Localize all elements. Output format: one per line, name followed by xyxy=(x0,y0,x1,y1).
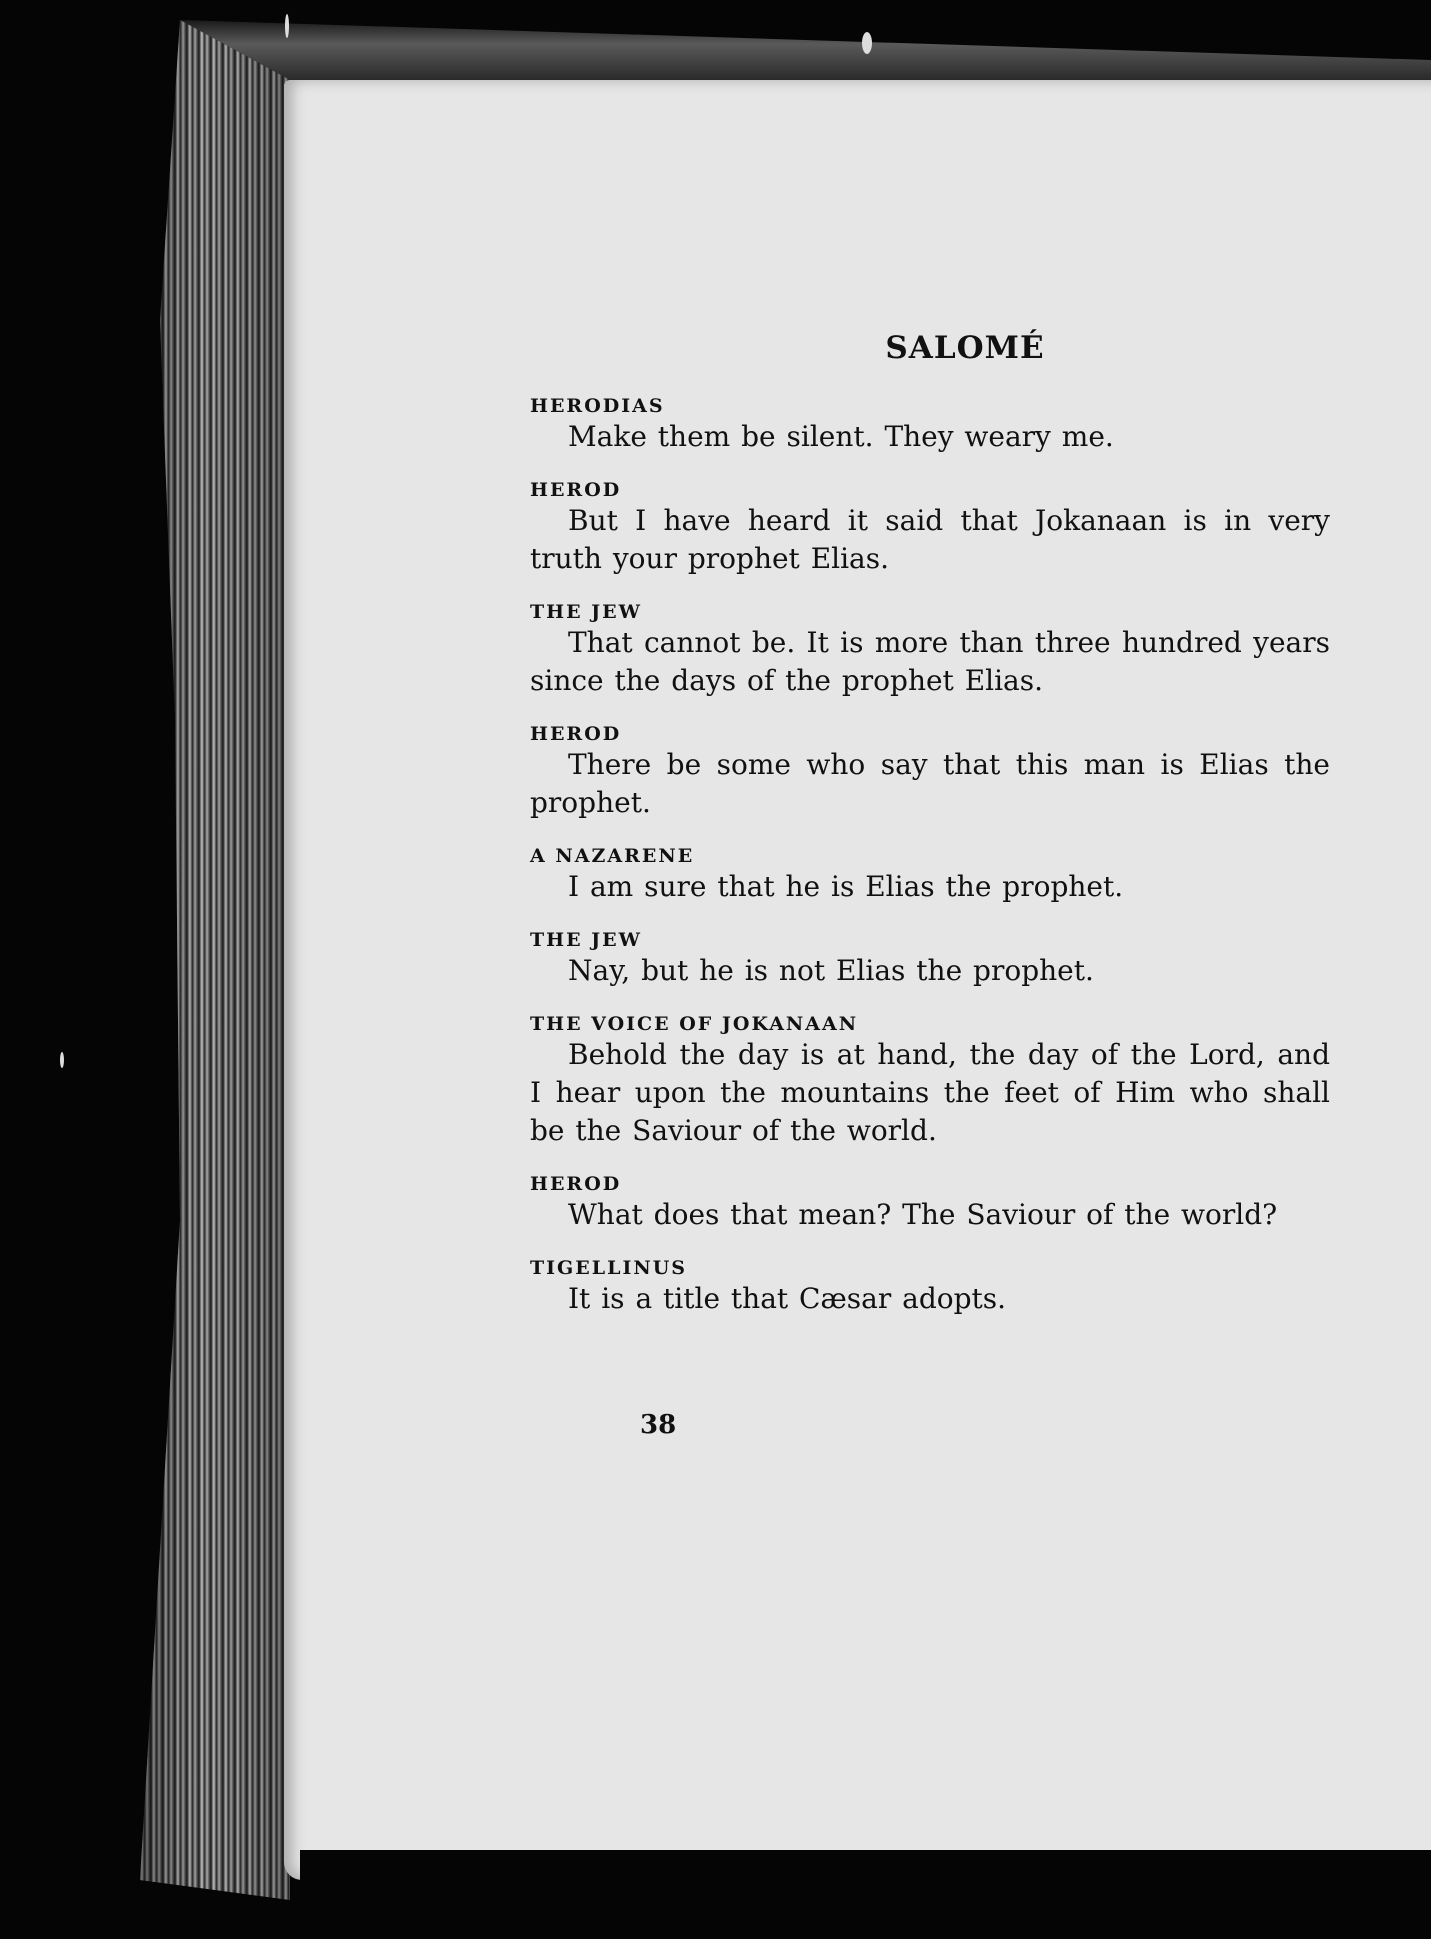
speaker-name: THE JEW xyxy=(530,601,642,623)
speech-line: I am sure that he is Elias the prophet. xyxy=(568,870,1124,903)
speech xyxy=(530,1172,1330,1234)
running-head: SALOMÉ xyxy=(885,330,1045,366)
play-text xyxy=(530,330,1330,1340)
speech-line: It is a title that Cæsar adopts. xyxy=(568,1282,1007,1315)
page-number: 38 xyxy=(640,1410,677,1440)
speech xyxy=(530,722,1330,822)
speech-line: Make them be silent. They weary me. xyxy=(568,420,1114,453)
dust-speck xyxy=(285,14,289,38)
speaker-name: THE VOICE OF JOKANAAN xyxy=(530,1013,859,1035)
speech xyxy=(530,844,1330,906)
speech xyxy=(530,1012,1330,1150)
dust-speck xyxy=(60,1052,64,1068)
speaker-name: HEROD xyxy=(530,723,622,745)
speech xyxy=(530,394,1330,456)
speech-line: Nay, but he is not Elias the prophet. xyxy=(568,954,1094,987)
speaker-name: HERODIAS xyxy=(530,395,665,417)
speech-line: That cannot be. It is more than three hundred years since the days of the prophet Elias. xyxy=(530,626,1330,697)
speech xyxy=(530,600,1330,700)
speaker-name: HEROD xyxy=(530,479,622,501)
dust-speck xyxy=(862,32,872,54)
speech-line: Behold the day is at hand, the day of the Lord, and I hear upon the mountains the feet of Him who shall be the Saviour of the world. xyxy=(530,1038,1330,1147)
speech xyxy=(530,478,1330,578)
speaker-name: A NAZARENE xyxy=(530,845,695,867)
speaker-name: TIGELLINUS xyxy=(530,1257,687,1279)
page-bottom-shadow xyxy=(300,1850,1431,1939)
speech-line: There be some who say that this man is Elias the prophet. xyxy=(530,748,1330,819)
book-top-edge xyxy=(180,20,1431,80)
speech xyxy=(530,928,1330,990)
speech-line: What does that mean? The Saviour of the world? xyxy=(568,1198,1278,1231)
book-edge-shadow xyxy=(120,20,290,1900)
speech-line: But I have heard it said that Jokanaan is in very truth your prophet Elias. xyxy=(530,504,1330,575)
speech xyxy=(530,1256,1330,1318)
speaker-name: THE JEW xyxy=(530,929,642,951)
speaker-name: HEROD xyxy=(530,1173,622,1195)
